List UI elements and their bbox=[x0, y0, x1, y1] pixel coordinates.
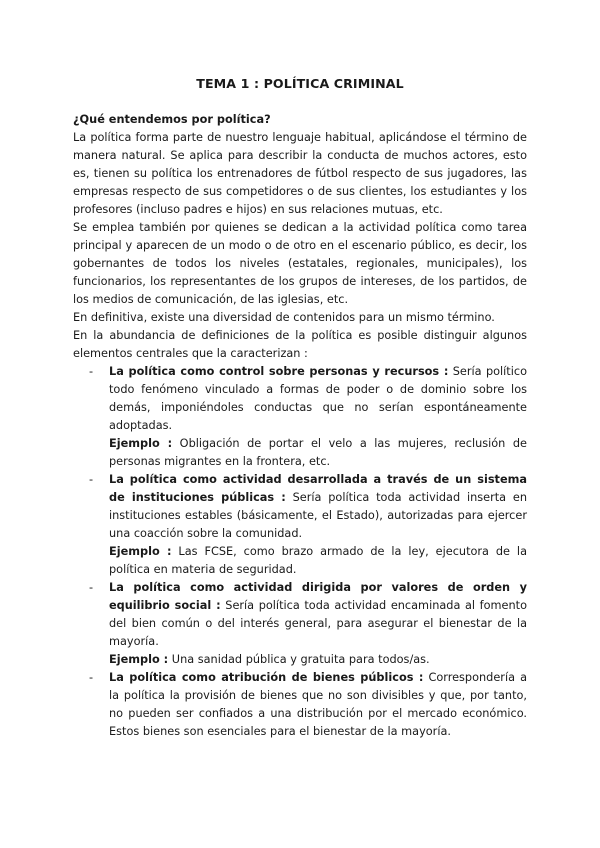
bullet-dash: - bbox=[89, 671, 94, 684]
characteristics-list bbox=[73, 363, 527, 741]
paragraph: Se emplea también por quienes se dedican a la actividad política como tarea principal y aparecen de un modo o de otro en el escenario público, es decir, los gobernantes de todos los niveles (estatales, regionales, municipales), los funcionarios, los representantes de los grupos de intereses, de los partidos, de los medios de comunicación, de las iglesias, etc. bbox=[73, 221, 527, 306]
document-page bbox=[73, 76, 527, 741]
item-heading: La política como atribución de bienes públicos : bbox=[109, 671, 424, 684]
section-question: ¿Qué entendemos por política? bbox=[73, 113, 271, 126]
list-item bbox=[73, 363, 527, 471]
paragraph: En la abundancia de definiciones de la política es posible distinguir algunos elementos centrales que la caracterizan : bbox=[73, 329, 527, 360]
item-text: Sería política toda actividad encaminada al fomento del bien común o del interés general, para asegurar el bienestar de la mayoría. bbox=[109, 599, 527, 648]
bullet-dash: - bbox=[89, 473, 94, 486]
list-item bbox=[73, 579, 527, 669]
example-text: Una sanidad pública y gratuita para todos/as. bbox=[168, 653, 430, 666]
example-text: Obligación de portar el velo a las mujeres, reclusión de personas migrantes en la frontera, etc. bbox=[109, 437, 527, 468]
item-heading: La política como actividad dirigida por valores de orden y equilibrio social : bbox=[109, 581, 527, 612]
list-item bbox=[73, 669, 527, 741]
item-heading: La política como control sobre personas y recursos : bbox=[109, 365, 449, 378]
document-title: TEMA 1 : POLÍTICA CRIMINAL bbox=[196, 76, 404, 91]
example-text: Las FCSE, como brazo armado de la ley, ejecutora de la política en materia de seguridad. bbox=[109, 545, 527, 576]
example-label: Ejemplo : bbox=[109, 437, 173, 450]
paragraph: En definitiva, existe una diversidad de contenidos para un mismo término. bbox=[73, 311, 495, 324]
paragraph: La política forma parte de nuestro lenguaje habitual, aplicándose el término de manera natural. Se aplica para describir la conducta de muchos actores, esto es, tienen su política los entrenadores de fútbol respecto de sus jugadores, las empresas respecto de sus competidores o de sus clientes, los estudiantes y los profesores (incluso padres e hijos) en sus relaciones mutuas, etc. bbox=[73, 131, 527, 216]
example-label: Ejemplo : bbox=[109, 653, 169, 666]
item-text: Correspondería a la política la provisión de bienes que no son divisibles y que, por tanto, no pueden ser confiados a una distribución por el mercado económico. Estos bienes son esenciales para el bienestar de la mayoría. bbox=[109, 671, 528, 738]
bullet-dash: - bbox=[89, 581, 94, 594]
bullet-dash: - bbox=[89, 365, 94, 378]
item-text: Sería político todo fenómeno vinculado a formas de poder o de dominio sobre los demás, imponiéndoles conductas que no serían espontáneamente adoptadas. bbox=[109, 365, 527, 432]
list-item bbox=[73, 471, 527, 579]
item-heading: La política como actividad desarrollada a través de un sistema de instituciones públicas : bbox=[109, 473, 527, 504]
example-label: Ejemplo : bbox=[109, 545, 172, 558]
item-text: Sería política toda actividad inserta en instituciones estables (básicamente, el Estado), autorizadas para ejercer una coacción sobre la comunidad. bbox=[109, 491, 527, 540]
